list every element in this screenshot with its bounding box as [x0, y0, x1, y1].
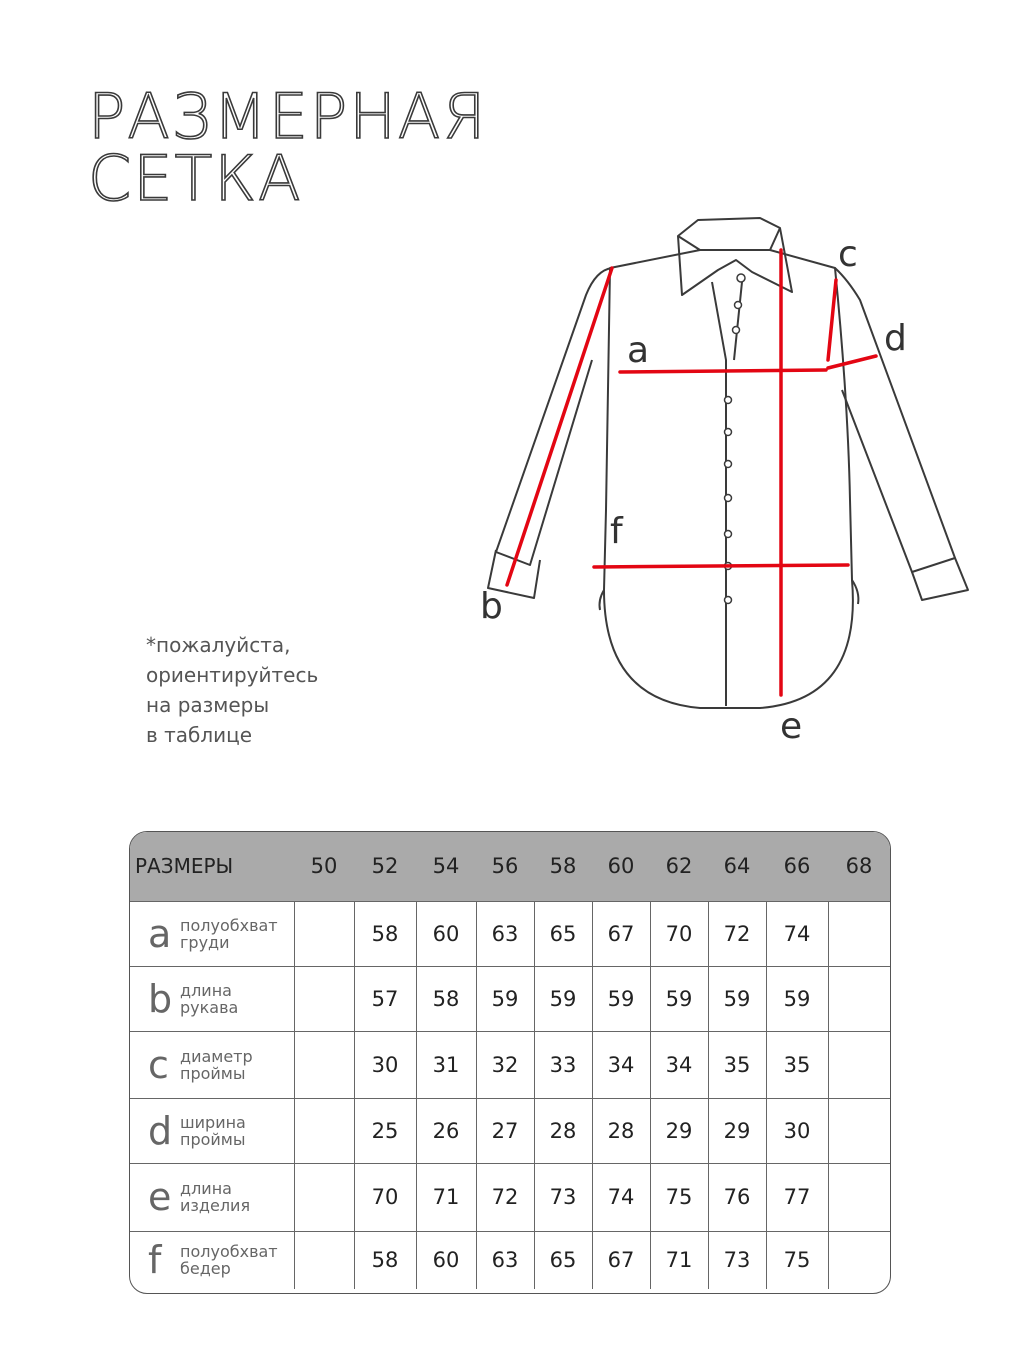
- diagram-label-b: b: [480, 586, 503, 627]
- value-cell: [828, 1231, 890, 1289]
- measure-line-b: [507, 268, 612, 585]
- diagram-label-c: c: [838, 234, 858, 275]
- value-cell: 34: [650, 1031, 708, 1098]
- value-cell: 26: [416, 1098, 476, 1163]
- description-line: полуобхват: [180, 915, 278, 935]
- value-cell: 74: [592, 1163, 650, 1231]
- value-cell: 74: [766, 901, 828, 966]
- description-line: проймы: [180, 1129, 246, 1149]
- page-title: [88, 80, 488, 215]
- value-cell: [828, 1163, 890, 1231]
- value-cell: 59: [476, 966, 534, 1031]
- diagram-label-f: f: [610, 511, 623, 552]
- value-cell: [294, 901, 354, 966]
- value-cell: 59: [708, 966, 766, 1031]
- value-cell: 59: [766, 966, 828, 1031]
- size-header-cell: 56: [491, 854, 519, 879]
- measurement-letter: a: [148, 911, 172, 956]
- size-header-row: [130, 832, 890, 901]
- measurement-param-cell: [130, 966, 294, 1031]
- measurement-row-e: [130, 1163, 890, 1231]
- button-dots: [725, 274, 746, 604]
- description-line: изделия: [180, 1196, 251, 1215]
- measure-line-a: [620, 370, 826, 372]
- value-cell: 31: [416, 1031, 476, 1098]
- size-header-cell: 66: [783, 854, 811, 879]
- value-cell: 28: [592, 1098, 650, 1163]
- shirt-measurement-diagram: [470, 210, 990, 750]
- measurement-description: [180, 1243, 278, 1277]
- value-cell: [828, 901, 890, 966]
- value-cell: 63: [476, 901, 534, 966]
- value-cell: 70: [650, 901, 708, 966]
- value-cell: 34: [592, 1031, 650, 1098]
- value-cell: 59: [534, 966, 592, 1031]
- value-cell: 29: [650, 1098, 708, 1163]
- value-cell: 65: [534, 1231, 592, 1289]
- param-cell-content: [148, 1042, 294, 1087]
- measurement-letter: e: [148, 1175, 172, 1219]
- value-cell: 35: [766, 1031, 828, 1098]
- value-cell: 72: [476, 1163, 534, 1231]
- value-cell: 57: [354, 966, 416, 1031]
- size-header-cell: 58: [549, 854, 577, 879]
- measurement-row-f: [130, 1231, 890, 1289]
- measurement-description: [180, 917, 278, 951]
- description-line: диаметр: [180, 1046, 253, 1066]
- value-cell: 75: [766, 1231, 828, 1289]
- param-cell-content: [148, 976, 294, 1021]
- value-cell: 25: [354, 1098, 416, 1163]
- param-cell-content: [148, 1108, 294, 1153]
- param-cell-content: [148, 911, 294, 956]
- size-header-cell: 62: [665, 854, 693, 879]
- description-line: длина: [180, 980, 232, 1000]
- note-line: *пожалуйста,: [146, 633, 291, 657]
- size-header-cell: 54: [432, 854, 460, 879]
- value-cell: 72: [708, 901, 766, 966]
- diagram-label-a: a: [627, 330, 650, 371]
- value-cell: [294, 1163, 354, 1231]
- size-chart-table: [129, 831, 891, 1294]
- value-cell: 60: [416, 1231, 476, 1289]
- title-line-1: РАЗМЕРНАЯ: [88, 80, 488, 153]
- measurement-param-cell: [130, 901, 294, 966]
- description-line: полуобхват: [180, 1242, 278, 1262]
- size-header-cell: 50: [310, 854, 338, 879]
- title-line-2: СЕТКА: [88, 142, 303, 215]
- param-cell-content: [148, 1175, 294, 1219]
- size-header-cell: 64: [723, 854, 751, 879]
- note-line: на размеры: [146, 693, 270, 717]
- measure-line-c: [828, 280, 836, 360]
- diagram-label-e: e: [780, 706, 803, 747]
- value-cell: 27: [476, 1098, 534, 1163]
- description-line: рукава: [180, 997, 239, 1017]
- value-cell: 30: [766, 1098, 828, 1163]
- measurement-letter: c: [148, 1042, 169, 1087]
- value-cell: 58: [416, 966, 476, 1031]
- description-line: груди: [180, 932, 230, 952]
- description-line: ширина: [180, 1112, 246, 1132]
- value-cell: 58: [354, 901, 416, 966]
- measurement-param-cell: [130, 1098, 294, 1163]
- measurement-row-d: [130, 1098, 890, 1163]
- diagram-label-d: d: [884, 318, 907, 359]
- measurement-letter: b: [148, 976, 173, 1021]
- measurement-letter: d: [148, 1108, 173, 1153]
- value-cell: 58: [354, 1231, 416, 1289]
- measurement-letter: f: [148, 1238, 162, 1283]
- value-cell: 28: [534, 1098, 592, 1163]
- measurement-row-a: [130, 901, 890, 966]
- value-cell: [294, 1231, 354, 1289]
- measurement-param-cell: [130, 1231, 294, 1289]
- measurement-lines: [507, 250, 876, 695]
- value-cell: 30: [354, 1031, 416, 1098]
- value-cell: 59: [650, 966, 708, 1031]
- value-cell: 35: [708, 1031, 766, 1098]
- value-cell: 33: [534, 1031, 592, 1098]
- value-cell: [294, 966, 354, 1031]
- measurement-description: [180, 1180, 250, 1214]
- value-cell: 63: [476, 1231, 534, 1289]
- value-cell: 29: [708, 1098, 766, 1163]
- value-cell: [294, 1098, 354, 1163]
- value-cell: [294, 1031, 354, 1098]
- size-note: [146, 630, 406, 750]
- value-cell: 67: [592, 1231, 650, 1289]
- size-header-cell: 60: [607, 854, 635, 879]
- value-cell: 77: [766, 1163, 828, 1231]
- measurement-description: [180, 1048, 253, 1082]
- value-cell: 67: [592, 901, 650, 966]
- note-line: в таблице: [146, 723, 253, 747]
- measurement-description: [180, 1114, 246, 1148]
- description-line: проймы: [180, 1063, 246, 1083]
- size-header-cell: 68: [845, 854, 873, 879]
- value-cell: 32: [476, 1031, 534, 1098]
- measurement-description: [180, 982, 238, 1016]
- value-cell: [828, 1098, 890, 1163]
- description-line: длина: [180, 1179, 232, 1198]
- measurement-row-c: [130, 1031, 890, 1098]
- value-cell: [828, 966, 890, 1031]
- value-cell: 71: [650, 1231, 708, 1289]
- value-cell: 65: [534, 901, 592, 966]
- value-cell: 60: [416, 901, 476, 966]
- value-cell: 71: [416, 1163, 476, 1231]
- value-cell: 73: [534, 1163, 592, 1231]
- size-header-cell: 52: [371, 854, 399, 879]
- sizes-header-label: РАЗМЕРЫ: [135, 854, 234, 879]
- measurement-param-cell: [130, 1031, 294, 1098]
- value-cell: 75: [650, 1163, 708, 1231]
- measurement-row-b: [130, 966, 890, 1031]
- value-cell: 76: [708, 1163, 766, 1231]
- note-line: ориентируйтесь: [146, 663, 319, 687]
- value-cell: 59: [592, 966, 650, 1031]
- param-cell-content: [148, 1238, 294, 1283]
- measure-line-d: [828, 356, 876, 368]
- description-line: бедер: [180, 1259, 231, 1279]
- value-cell: [828, 1031, 890, 1098]
- value-cell: 70: [354, 1163, 416, 1231]
- measurement-param-cell: [130, 1163, 294, 1231]
- value-cell: 73: [708, 1231, 766, 1289]
- measure-line-f: [594, 565, 848, 567]
